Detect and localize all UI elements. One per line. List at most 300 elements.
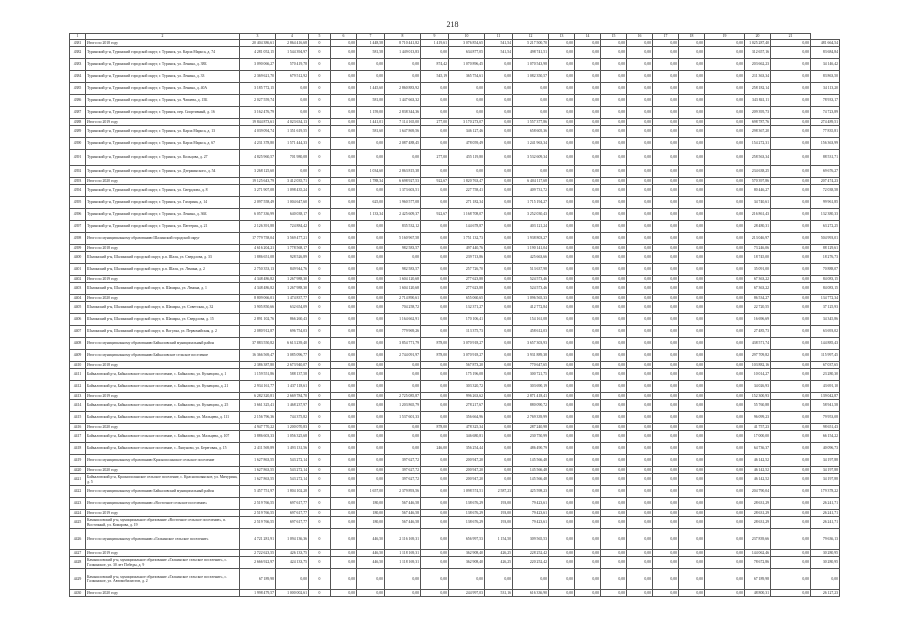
row-number: 4426 (70, 529, 86, 550)
value-cell: 0,00 (575, 40, 601, 47)
value-cell: 0,00 (771, 393, 811, 400)
value-cell: 0 (309, 126, 331, 138)
value-cell: 425 598,23 (513, 486, 549, 498)
value-cell: 1 082 350,57 (513, 71, 549, 83)
value-cell: 98 651,43 (811, 424, 840, 431)
value-cell: 0,00 (679, 252, 705, 264)
value-cell: 86 534,27 (745, 295, 771, 302)
value-cell: 0,00 (421, 107, 449, 119)
value-cell: 0,00 (575, 486, 601, 498)
value-cell: 1 351 619,55 (276, 126, 309, 138)
value-cell: 0,00 (679, 126, 705, 138)
value-cell: 312 657,16 (745, 47, 771, 59)
value-cell: 2 750 353,13 (240, 264, 276, 276)
value-cell: 0,00 (357, 443, 385, 455)
value-cell: 2 863 815,38 (385, 166, 421, 178)
value-cell: 132 380,33 (811, 209, 840, 221)
value-cell: 1 441,01 (357, 119, 385, 126)
value-cell: 34 113,20 (811, 83, 840, 95)
value-cell: 1 200 070,83 (276, 424, 309, 431)
value-cell: 1 096 565,33 (513, 295, 549, 302)
value-cell: 0,00 (575, 150, 601, 166)
value-cell: 397 627,72 (385, 467, 421, 474)
value-cell: 0,00 (679, 283, 705, 295)
value-cell: 0,00 (549, 126, 575, 138)
value-cell: 0,00 (601, 95, 627, 107)
value-cell: 0,00 (485, 59, 513, 71)
value-cell: 0,00 (549, 326, 575, 338)
value-cell: 567 446,58 (385, 510, 421, 517)
value-cell: 0,00 (331, 83, 357, 95)
value-cell: 0,00 (331, 209, 357, 221)
value-cell: 0,00 (627, 557, 653, 569)
value-cell: 156 363,99 (811, 138, 840, 150)
row-number: 4381 (70, 40, 86, 47)
value-cell: 0,00 (679, 338, 705, 350)
value-cell: 0,00 (485, 264, 513, 276)
value-cell: 0 (309, 369, 331, 381)
value-cell: 679 512,92 (276, 71, 309, 83)
value-cell: 0,00 (627, 71, 653, 83)
value-cell: 0,00 (627, 569, 653, 590)
value-cell: 0,00 (771, 83, 811, 95)
table-row (70, 283, 840, 295)
value-cell: 0,00 (679, 517, 705, 529)
value-cell: 0,00 (679, 455, 705, 467)
value-cell: 0,00 (331, 529, 357, 550)
value-cell: 0,00 (421, 557, 449, 569)
value-cell: 0,00 (653, 529, 679, 550)
value-cell: 0,00 (601, 424, 627, 431)
value-cell: 0 (309, 338, 331, 350)
row-number: 4410 (70, 362, 86, 369)
table-row (70, 47, 840, 59)
table-row (70, 338, 840, 350)
value-cell: 193,00 (485, 517, 513, 529)
value-cell: 0,00 (331, 569, 357, 590)
value-cell: 0,00 (575, 166, 601, 178)
table-row (70, 350, 840, 362)
value-cell: 0,00 (627, 264, 653, 276)
row-number: 4407 (70, 326, 86, 338)
row-number: 4419 (70, 455, 86, 467)
value-cell: 0,00 (601, 233, 627, 245)
row-number: 4400 (70, 252, 86, 264)
value-cell: 277,00 (421, 119, 449, 126)
value-cell: 2 379 893,56 (385, 486, 421, 498)
value-cell: 0,00 (601, 431, 627, 443)
value-cell: 0,00 (705, 283, 745, 295)
value-cell: 2 725 085,87 (385, 393, 421, 400)
address-cell: Байкаловский р-н, Байкаловское сельское поселение, с. Байкалово, ул. Кузнецова, д. 21 (86, 381, 240, 393)
value-cell: 83 684,84 (811, 47, 840, 59)
value-cell: 504 993,01 (811, 233, 840, 245)
value-cell: 0,00 (421, 529, 449, 550)
table-row (70, 83, 840, 95)
value-cell: 0,00 (575, 400, 601, 412)
value-cell: 0,00 (421, 47, 449, 59)
row-number: 4418 (70, 443, 86, 455)
value-cell: 0,00 (705, 221, 745, 233)
value-cell: 144 678,87 (449, 221, 485, 233)
value-cell: 880 090,72 (513, 400, 549, 412)
value-cell: 0,00 (549, 381, 575, 393)
value-cell: 0,00 (575, 126, 601, 138)
value-cell: 2 519 766,55 (240, 498, 276, 510)
value-cell: 0,00 (421, 295, 449, 302)
row-number: 4408 (70, 338, 86, 350)
value-cell: 567 873,20 (449, 362, 485, 369)
value-cell: 19 844 873,61 (240, 119, 276, 126)
value-cell: 365 754,61 (449, 71, 485, 83)
column-header: 6 (331, 34, 357, 40)
address-cell: Туринский р-н, Туринский городской округ, г. Туринск, ул. Свердлова, д. 8 (86, 185, 240, 197)
value-cell: 209 395,73 (745, 107, 771, 119)
value-cell: 35 091,00 (745, 264, 771, 276)
value-cell: 2 669 784,70 (276, 393, 309, 400)
value-cell: 3 268 125,60 (240, 166, 276, 178)
value-cell: 0,00 (357, 381, 385, 393)
row-number: 4403 (70, 283, 86, 295)
value-cell: 0,00 (549, 119, 575, 126)
value-cell: 0,00 (705, 362, 745, 369)
value-cell: 0,00 (653, 264, 679, 276)
column-header: 3 (240, 34, 276, 40)
value-cell: 0,00 (421, 362, 449, 369)
value-cell: 513 637,98 (513, 264, 549, 276)
row-number: 4428 (70, 557, 86, 569)
value-cell: 0,00 (705, 197, 745, 209)
value-cell: 425 663,66 (513, 252, 549, 264)
address-cell: Туринский р-н, Туринский городской округ, г. Туринск, ул. Ленина, д. 38Б (86, 59, 240, 71)
value-cell: 0,00 (627, 252, 653, 264)
value-cell: 0,00 (627, 283, 653, 295)
value-cell: 1 627 863,55 (240, 455, 276, 467)
value-cell: 0,00 (357, 424, 385, 431)
value-cell: 2 386 387,80 (240, 362, 276, 369)
value-cell: 0,00 (627, 486, 653, 498)
value-cell: 3 070 918,27 (449, 338, 485, 350)
value-cell: 1 447 663,32 (385, 95, 421, 107)
value-cell: 0,00 (331, 221, 357, 233)
value-cell: 0,00 (421, 412, 449, 424)
value-cell: 0,00 (549, 467, 575, 474)
value-cell: 79 953,08 (811, 412, 840, 424)
value-cell: 203 662,23 (745, 59, 771, 71)
value-cell: 397 627,72 (385, 455, 421, 467)
value-cell: 0,00 (549, 71, 575, 83)
value-cell: 145 566,48 (513, 467, 549, 474)
row-number: 4427 (70, 550, 86, 557)
value-cell: 30 280,95 (811, 550, 840, 557)
value-cell: 724 884,42 (276, 221, 309, 233)
value-cell: 0,00 (331, 412, 357, 424)
column-header: 10 (449, 34, 485, 40)
address-cell: Шалинский р-н, Шалинский городской округ, п. Шамары, ул. Ленина, д. 1 (86, 283, 240, 295)
value-cell: 0,00 (575, 590, 601, 597)
value-cell: 458 612,03 (513, 326, 549, 338)
value-cell: 0,00 (601, 83, 627, 95)
column-header: 19 (705, 34, 745, 40)
value-cell: 0,00 (679, 431, 705, 443)
value-cell: 0,00 (679, 443, 705, 455)
value-cell: 27 485,73 (745, 326, 771, 338)
value-cell: 3 532 609,34 (513, 150, 549, 166)
address-cell: Итого по 2020 году (86, 424, 240, 431)
value-cell: 4 023 634,13 (276, 119, 309, 126)
value-cell: 0,00 (449, 166, 485, 178)
table-row (70, 467, 840, 474)
value-cell: 0,00 (679, 326, 705, 338)
value-cell: 0,00 (705, 455, 745, 467)
value-cell: 0,00 (549, 393, 575, 400)
value-cell: 154 161,08 (513, 314, 549, 326)
value-cell: 0,00 (627, 326, 653, 338)
value-cell: 0,00 (771, 40, 811, 47)
value-cell: 20 404 386,61 (240, 40, 276, 47)
table-row (70, 252, 840, 264)
value-cell: 0,00 (601, 350, 627, 362)
value-cell: 545,19 (421, 71, 449, 83)
value-cell: 409 731,72 (513, 185, 549, 197)
value-cell: 77 835,81 (811, 126, 840, 138)
value-cell: 244 997,03 (449, 590, 485, 597)
value-cell: 0,00 (653, 486, 679, 498)
value-cell: 0,00 (601, 150, 627, 166)
value-cell: 0,00 (549, 314, 575, 326)
value-cell: 531,16 (485, 590, 513, 597)
value-cell: 0,00 (679, 83, 705, 95)
value-cell: 4 231 378,80 (240, 138, 276, 150)
value-cell: 2 587,23 (485, 486, 513, 498)
value-cell: 0,00 (575, 369, 601, 381)
value-cell: 0 (309, 178, 331, 185)
value-cell: 3 905 850,66 (240, 302, 276, 314)
value-cell: 0,00 (276, 569, 309, 590)
value-cell: 704 258,72 (385, 302, 421, 314)
table-row (70, 510, 840, 517)
value-cell: 0,00 (575, 498, 601, 510)
value-cell: 1 070 543,98 (513, 59, 549, 71)
row-number: 4402 (70, 276, 86, 283)
value-cell: 0,00 (705, 302, 745, 314)
value-cell: 0,00 (771, 362, 811, 369)
value-cell: 64 736,37 (745, 443, 771, 455)
value-cell: 0,00 (679, 400, 705, 412)
address-cell: Итого по 2018 году (86, 40, 240, 47)
value-cell: 152 300,93 (745, 393, 771, 400)
value-cell: 0,00 (627, 40, 653, 47)
value-cell: 37 125,93 (811, 302, 840, 314)
value-cell: 0,00 (601, 166, 627, 178)
value-cell: 0,00 (575, 138, 601, 150)
value-cell: 17 779 758,04 (240, 233, 276, 245)
value-cell: 412 772,84 (513, 302, 549, 314)
value-cell: 849 944,76 (276, 264, 309, 276)
value-cell: 0,00 (575, 557, 601, 569)
value-cell: 0,00 (679, 107, 705, 119)
value-cell: 0,00 (357, 150, 385, 166)
value-cell: 0,00 (653, 150, 679, 166)
address-cell: Шалинский р-н, Шалинский городской округ, р.п. Шаля, ул. Ленина, д. 2 (86, 264, 240, 276)
value-cell: 0,00 (627, 178, 653, 185)
value-cell: 6 613 239,40 (276, 338, 309, 350)
value-cell: 79 636,13 (811, 529, 840, 550)
value-cell: 0,00 (449, 95, 485, 107)
value-cell: 0,00 (575, 276, 601, 283)
value-cell: 0,00 (331, 95, 357, 107)
column-header: 21 (771, 34, 811, 40)
row-number: 4394 (70, 185, 86, 197)
value-cell: 0,00 (549, 138, 575, 150)
column-header: 5 (309, 34, 331, 40)
row-number: 4430 (70, 590, 86, 597)
address-cell: Туринский р-н, Туринский городской округ, г. Туринск, ул. Ленина, д. 36Б (86, 209, 240, 221)
table-row (70, 517, 840, 529)
value-cell: 0,00 (601, 517, 627, 529)
value-cell: 0,00 (357, 362, 385, 369)
value-cell: 1 998 479,57 (240, 590, 276, 597)
value-cell: 0,00 (771, 350, 811, 362)
value-cell: 543 272,14 (276, 474, 309, 486)
value-cell: 1 241 963,34 (513, 138, 549, 150)
value-cell: 0,00 (627, 197, 653, 209)
value-cell: 1 604 120,68 (385, 276, 421, 283)
value-cell: 74 723,89 (811, 107, 840, 119)
value-cell: 1 715 194,27 (513, 197, 549, 209)
value-cell: 0,00 (653, 233, 679, 245)
value-cell: 0,00 (771, 47, 811, 59)
address-cell: Итого по 2019 году (86, 393, 240, 400)
value-cell: 486 490,79 (513, 443, 549, 455)
address-cell: Итого по муниципальному образованию «Восточное сельское поселение» (86, 498, 240, 510)
table-row (70, 590, 840, 597)
value-cell: 134 772,34 (811, 295, 840, 302)
address-cell: Итого по 2019 году (86, 276, 240, 283)
value-cell: 0 (309, 590, 331, 597)
value-cell: 0 (309, 424, 331, 431)
value-cell: 0,00 (485, 400, 513, 412)
value-cell: 0,00 (601, 47, 627, 59)
value-cell: 0,00 (771, 498, 811, 510)
value-cell: 0,00 (771, 424, 811, 431)
value-cell: 0,00 (601, 221, 627, 233)
value-cell: 0,00 (575, 185, 601, 197)
value-cell: 115 997,45 (811, 350, 840, 362)
value-cell: 581,00 (357, 95, 385, 107)
value-cell: 4 039 094,74 (240, 126, 276, 138)
value-cell: 0,00 (705, 517, 745, 529)
value-cell: 0,00 (601, 455, 627, 467)
value-cell: 0,00 (679, 557, 705, 569)
value-cell: 0,00 (771, 400, 811, 412)
value-cell: 0,00 (653, 557, 679, 569)
value-cell: 0,00 (549, 197, 575, 209)
value-cell: 0 (309, 71, 331, 83)
value-cell: 0,00 (679, 185, 705, 197)
value-cell: 46 142,52 (745, 455, 771, 467)
value-cell: 0,00 (601, 119, 627, 126)
value-cell: 0,00 (653, 119, 679, 126)
table-row (70, 381, 840, 393)
value-cell: 0,00 (771, 412, 811, 424)
value-cell: 0,00 (357, 221, 385, 233)
value-cell: 922,67 (421, 178, 449, 185)
value-cell: 0,00 (771, 71, 811, 83)
value-cell: 4 281 052,15 (240, 47, 276, 59)
value-cell: 139 042,87 (811, 393, 840, 400)
value-cell: 220 252,42 (513, 557, 549, 569)
table-row (70, 455, 840, 467)
value-cell: 0,00 (771, 314, 811, 326)
value-cell: 0,00 (357, 467, 385, 474)
value-cell: 0 (309, 119, 331, 126)
value-cell: 0,00 (357, 314, 385, 326)
value-cell: 0,00 (485, 138, 513, 150)
value-cell: 2 891 102,76 (240, 314, 276, 326)
value-cell: 0,00 (679, 424, 705, 431)
address-cell: Байкаловский р-н, Байкаловское сельское поселение, с. Байкалово, ул. Кузнецова, д. 1 (86, 369, 240, 381)
value-cell: 0,00 (331, 467, 357, 474)
address-cell: Итого по муниципальному образованию Байкаловское сельское поселение (86, 350, 240, 362)
table-row (70, 569, 840, 590)
value-cell: 0,00 (485, 302, 513, 314)
value-cell: 835 532,12 (385, 221, 421, 233)
value-cell: 0,00 (653, 295, 679, 302)
value-cell: 0,00 (653, 455, 679, 467)
value-cell: 0,00 (653, 71, 679, 83)
value-cell: 0,00 (549, 412, 575, 424)
value-cell: 0,00 (771, 221, 811, 233)
value-cell: 0,00 (705, 486, 745, 498)
address-cell: Байкаловский р-н, Байкаловское сельское поселение, с. Байкалово, ул. Мальцева, д. 107 (86, 431, 240, 443)
value-cell: 2 087 488,45 (385, 138, 421, 150)
value-cell: 2 714 890,61 (385, 295, 421, 302)
value-cell: 0,00 (601, 443, 627, 455)
value-cell: 0,00 (705, 393, 745, 400)
value-cell: 0,00 (627, 455, 653, 467)
value-cell: 0,00 (385, 150, 421, 166)
value-cell: 179 378,22 (811, 486, 840, 498)
value-cell: 26 241,71 (811, 498, 840, 510)
value-cell: 28 631,29 (745, 510, 771, 517)
value-cell: 570 419,78 (276, 59, 309, 71)
value-cell: 69 676,27 (811, 166, 840, 178)
value-cell: 0,00 (627, 400, 653, 412)
value-cell: 0,00 (575, 178, 601, 185)
value-cell: 0,00 (485, 107, 513, 119)
value-cell: 63 693,02 (811, 326, 840, 338)
value-cell: 0,00 (485, 424, 513, 431)
value-cell: 1 267 988,30 (276, 283, 309, 295)
value-cell: 0 (309, 138, 331, 150)
table-row (70, 276, 840, 283)
value-cell: 0,00 (357, 233, 385, 245)
address-cell: Туринский р-н, Туринский городской округ, г. Туринск, ул. Ленина, д. 40А (86, 83, 240, 95)
value-cell: 0,00 (575, 529, 601, 550)
row-number: 4409 (70, 350, 86, 362)
value-cell: 524 573,46 (513, 276, 549, 283)
value-cell: 0,00 (705, 245, 745, 252)
table-row (70, 119, 840, 126)
value-cell: 0,00 (627, 95, 653, 107)
row-number: 4387 (70, 107, 86, 119)
value-cell: 0,00 (653, 350, 679, 362)
value-cell: 0,00 (705, 95, 745, 107)
address-cell: Туринский р-н, Туринский городской округ, г. Туринск, ул. Гагарина, д. 14 (86, 197, 240, 209)
value-cell: 80 446,27 (745, 185, 771, 197)
value-cell: 0,00 (549, 40, 575, 47)
